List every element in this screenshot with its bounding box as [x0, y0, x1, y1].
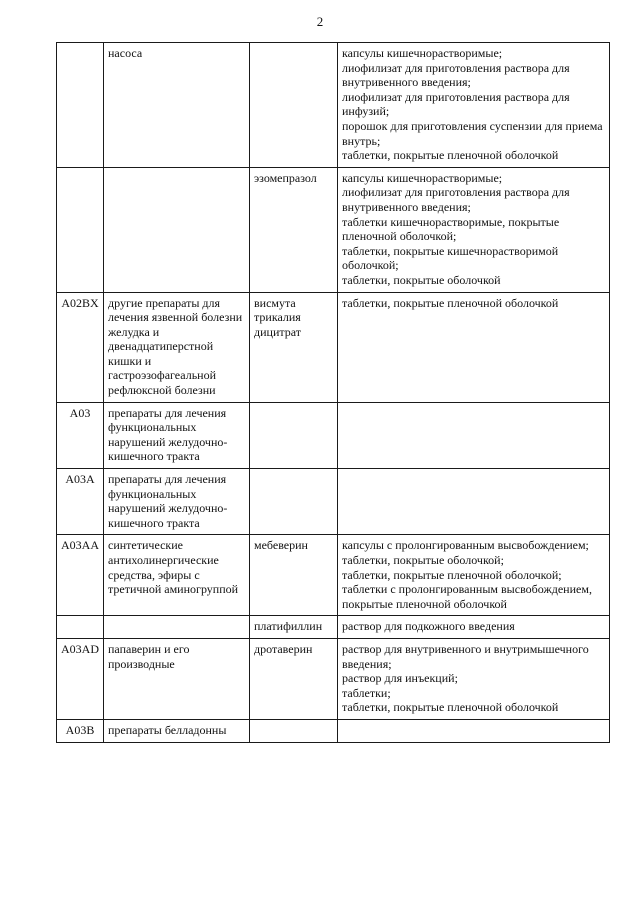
dosage-forms-cell: раствор для внутривенного и внутримышечного введения; раствор для инъекций; таблетки; таблетки, покрытые пленочной оболочкой	[338, 638, 610, 719]
table-row	[57, 43, 610, 168]
drug-name-cell	[250, 719, 338, 742]
table-row	[57, 616, 610, 639]
atc-code-cell: A03AA	[57, 535, 104, 616]
table-row	[57, 402, 610, 468]
table-row	[57, 469, 610, 535]
anatomical-group-cell: насоса	[104, 43, 250, 168]
table-row	[57, 292, 610, 402]
drug-name-cell	[250, 402, 338, 468]
anatomical-group-cell	[104, 616, 250, 639]
dosage-forms-cell: капсулы кишечнорастворимые; лиофилизат для приготовления раствора для внутривенного введения; таблетки кишечнорастворимые, покрытые пленочной оболочкой; таблетки, покрытые кишечнорастворимой оболочкой; таблетки, покрытые оболочкой	[338, 167, 610, 292]
anatomical-group-cell: препараты для лечения функциональных нарушений желудочно-кишечного тракта	[104, 469, 250, 535]
drug-name-cell: эзомепразол	[250, 167, 338, 292]
anatomical-group-cell: препараты белладонны	[104, 719, 250, 742]
atc-code-cell: A02BX	[57, 292, 104, 402]
page-number: 2	[316, 14, 324, 29]
drug-name-cell: мебеверин	[250, 535, 338, 616]
table-row	[57, 167, 610, 292]
dosage-forms-cell	[338, 402, 610, 468]
table-row	[57, 719, 610, 742]
dosage-forms-cell: капсулы кишечнорастворимые; лиофилизат для приготовления раствора для внутривенного введения; лиофилизат для приготовления раствора для инфузий; порошок для приготовления суспензии для приема внутрь; таблетки, покрытые пленочной оболочкой	[338, 43, 610, 168]
drug-name-cell: дротаверин	[250, 638, 338, 719]
atc-code-cell: A03B	[57, 719, 104, 742]
drug-name-cell: висмута трикалия дицитрат	[250, 292, 338, 402]
dosage-forms-cell	[338, 719, 610, 742]
drug-name-cell	[250, 469, 338, 535]
dosage-forms-cell	[338, 469, 610, 535]
table-row	[57, 535, 610, 616]
atc-code-cell: A03	[57, 402, 104, 468]
anatomical-group-cell: синтетические антихолинергические средства, эфиры с третичной аминогруппой	[104, 535, 250, 616]
atc-code-cell: A03A	[57, 469, 104, 535]
drug-name-cell: платифиллин	[250, 616, 338, 639]
atc-code-cell	[57, 43, 104, 168]
atc-code-cell	[57, 167, 104, 292]
drug-name-cell	[250, 43, 338, 168]
drug-table	[56, 42, 610, 743]
anatomical-group-cell: другие препараты для лечения язвенной болезни желудка и двенадцатиперстной кишки и гастроэзофагеальной рефлюксной болезни	[104, 292, 250, 402]
dosage-forms-cell: капсулы с пролонгированным высвобождением; таблетки, покрытые оболочкой; таблетки, покрытые пленочной оболочкой; таблетки с пролонгированным высвобождением, покрытые пленочной оболочкой	[338, 535, 610, 616]
atc-code-cell	[57, 616, 104, 639]
dosage-forms-cell: таблетки, покрытые пленочной оболочкой	[338, 292, 610, 402]
atc-code-cell: A03AD	[57, 638, 104, 719]
anatomical-group-cell: препараты для лечения функциональных нарушений желудочно-кишечного тракта	[104, 402, 250, 468]
dosage-forms-cell: раствор для подкожного введения	[338, 616, 610, 639]
table-row	[57, 638, 610, 719]
anatomical-group-cell: папаверин и его производные	[104, 638, 250, 719]
anatomical-group-cell	[104, 167, 250, 292]
